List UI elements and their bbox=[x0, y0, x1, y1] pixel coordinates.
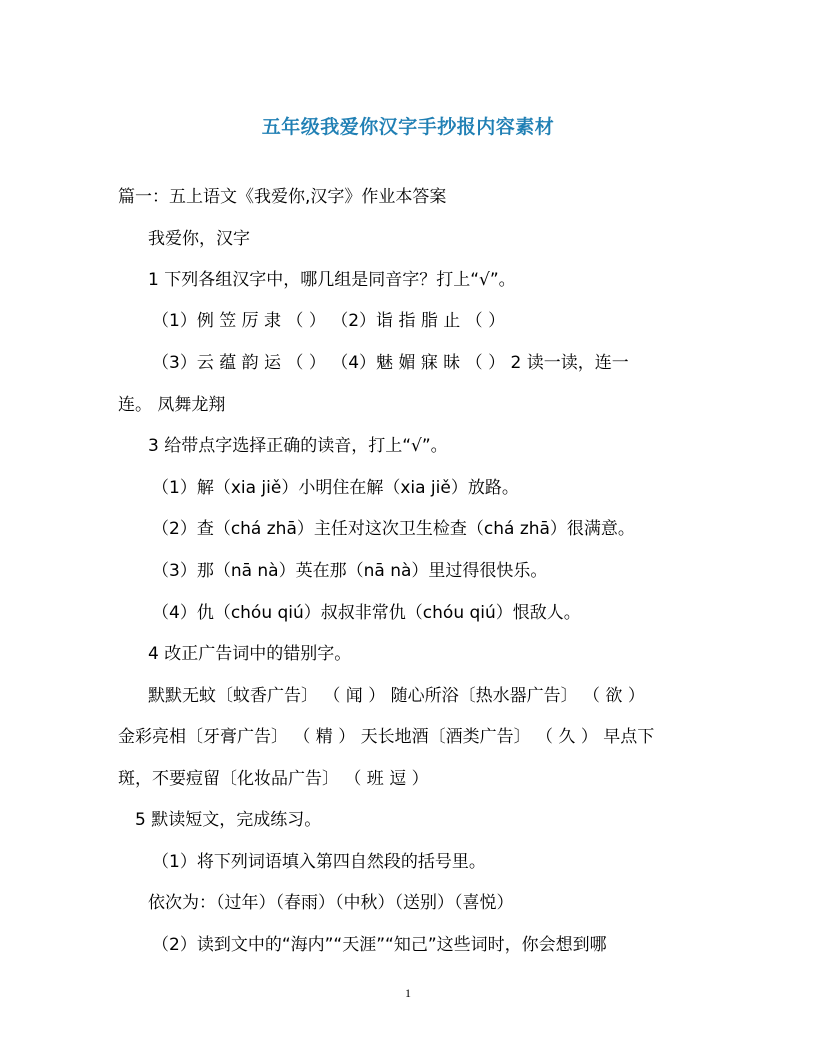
question-3-item-3: （3）那（nā nà）英在那（nā nà）里过得很快乐。 bbox=[152, 561, 548, 581]
question-2-continued: 连。 凤舞龙翔 bbox=[118, 395, 226, 415]
question-5: 5 默读短文，完成练习。 bbox=[135, 810, 322, 830]
question-4-answers-a: 默默无蚊〔蚊香广告〕 （ 闻 ） 随心所浴〔热水器广告〕 （ 欲 ） bbox=[148, 686, 645, 706]
question-1-items-b: （3）云 蕴 韵 运 （ ） （4）魅 媚 寐 昧 （ ） 2 读一读，连一 bbox=[152, 353, 629, 373]
question-5-item-2: （2）读到文中的“海内”“天涯”“知己”这些词时，你会想到哪 bbox=[152, 935, 607, 955]
question-4-answers-c: 斑，不要痘留〔化妆品广告〕 （ 班 逗 ） bbox=[118, 769, 429, 789]
subheading: 我爱你，汉字 bbox=[148, 229, 250, 249]
question-4: 4 改正广告词中的错别字。 bbox=[148, 644, 352, 664]
question-3: 3 给带点字选择正确的读音，打上“√”。 bbox=[148, 436, 448, 456]
question-1: 1 下列各组汉字中，哪几组是同音字？打上“√”。 bbox=[148, 270, 516, 290]
question-4-answers-b: 金彩亮相〔牙膏广告〕 （ 精 ） 天长地酒〔酒类广告〕 （ 久 ） 早点下 bbox=[118, 727, 655, 747]
question-1-items-a: （1）例 笠 厉 隶 （ ） （2）诣 指 脂 止 （ ） bbox=[152, 311, 506, 331]
question-5-item-1: （1）将下列词语填入第四自然段的括号里。 bbox=[152, 852, 486, 872]
question-3-item-4: （4）仇（chóu qiú）叔叔非常仇（chóu qiú）恨敌人。 bbox=[152, 603, 581, 623]
question-3-item-1: （1）解（xia jiě）小明住在解（xia jiě）放路。 bbox=[152, 478, 519, 498]
section-heading: 篇一：五上语文《我爱你,汉字》作业本答案 bbox=[118, 187, 447, 207]
document-title: 五年级我爱你汉字手抄报内容素材 bbox=[261, 116, 555, 138]
question-5-answer-1: 依次为：（过年）（春雨）（中秋）（送别）（喜悦） bbox=[148, 893, 514, 913]
question-3-item-2: （2）查（chá zhā）主任对这次卫生检查（chá zhā）很满意。 bbox=[152, 519, 635, 539]
page-number: 1 bbox=[405, 986, 411, 1000]
